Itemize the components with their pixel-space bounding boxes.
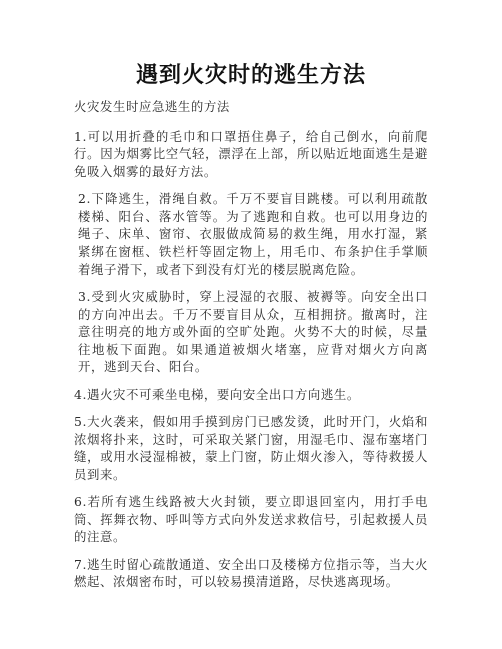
- paragraph-5: 5.大火袭来，假如用手摸到房门已感发烫，此时开门，火焰和浓烟将扑来，这时，可采取关紧门窗，用湿毛巾、湿布塞堵门缝，或用水浸湿棉被，蒙上门窗，防止烟火渗入，等待救援人员到来。: [74, 414, 428, 482]
- document-title: 遇到火灾时的逃生方法: [135, 63, 366, 88]
- paragraph-2: 2.下降逃生，滑绳自救。千万不要盲目跳楼。可以利用疏散楼梯、阳台、落水管等。为了逃跑和自救。也可以用身边的绳子、床单、窗帘、衣服做成简易的救生绳，用水打湿，紧紧绑在窗框、铁栏杆等固定物上，用毛巾、布条护住手掌顺着绳子滑下，或者下到没有灯光的楼层脱离危险。: [78, 191, 428, 277]
- document-body: [74, 98, 428, 601]
- paragraph-6: 6.若所有逃生线路被大火封锁，要立即退回室内，用打手电筒、挥舞衣物、呼叫等方式向外发送求救信号，引起救援人员的注意。: [74, 494, 428, 545]
- paragraph-4: 4.遇火灾不可乘坐电梯，要向安全出口方向逃生。: [74, 386, 360, 402]
- document-subtitle: 火灾发生时应急逃生的方法: [74, 99, 230, 114]
- paragraph-1: 1.可以用折叠的毛巾和口罩捂住鼻子，给自己倒水，向前爬行。因为烟雾比空气轻，漂浮在上部，所以贴近地面逃生是避免吸入烟雾的最好方法。: [74, 128, 428, 179]
- paragraph-3: 3.受到火灾威胁时，穿上浸湿的衣服、被褥等。向安全出口的方向冲出去。千万不要盲目从众，互相拥挤。撤离时，注意往明亮的地方或外面的空旷处跑。火势不大的时候，尽量往地板下面跑。如果通道被烟火堵塞，应背对烟火方向离开，逃到天台、阳台。: [78, 288, 428, 375]
- paragraph-7: 7.逃生时留心疏散通道、安全出口及楼梯方位指示等，当大火燃起、浓烟密布时，可以较易摸清道路，尽快逃离现场。: [74, 556, 428, 590]
